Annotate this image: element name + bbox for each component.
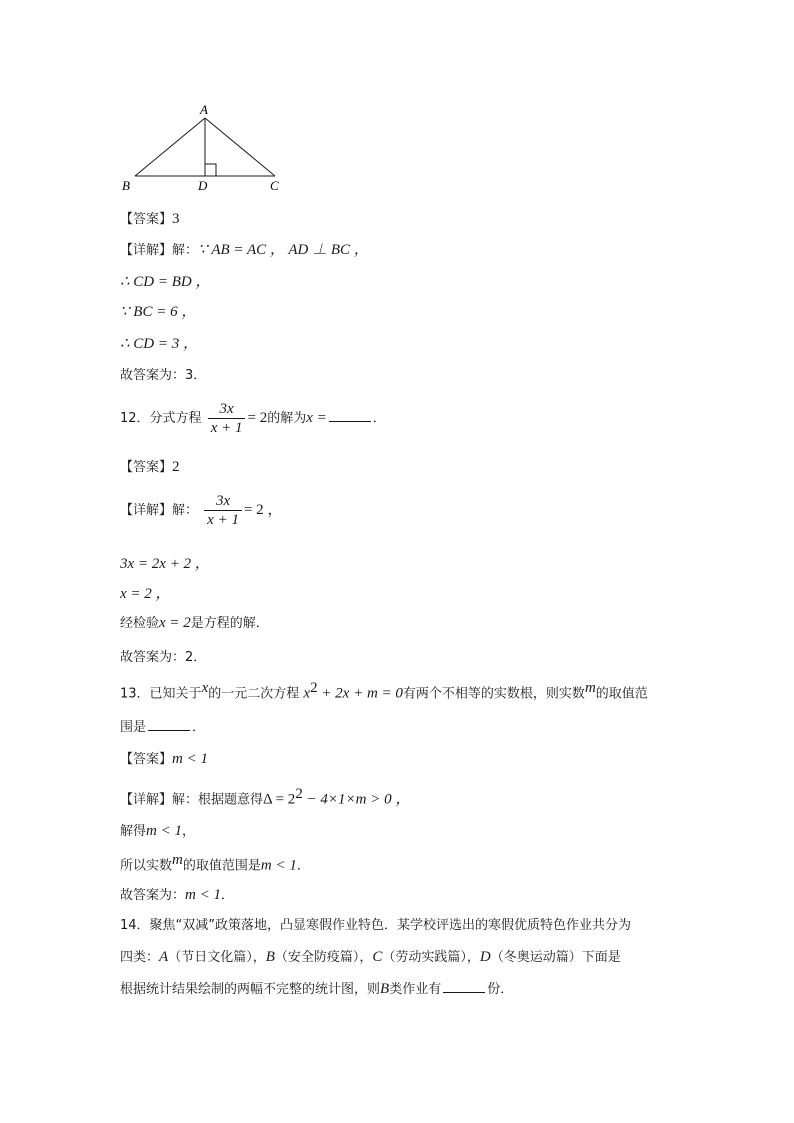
variable: m	[584, 680, 596, 696]
answer-value: 3	[172, 211, 180, 227]
step-math: m < 1	[260, 857, 297, 874]
step-math: m < 1	[146, 823, 182, 839]
answer-tag: 【答案】	[120, 752, 173, 767]
category-text: （安全防疫篇），	[274, 950, 373, 965]
q14-question-line-2	[120, 946, 621, 966]
answer-blank	[329, 409, 371, 422]
question-text: 的一元二次方程	[208, 686, 300, 702]
q11-step-3: ∴ CD = 3 ，	[120, 336, 199, 352]
q13-detail	[120, 786, 410, 808]
fraction-denominator: x + 1	[208, 418, 246, 437]
question-text: 围是	[120, 720, 147, 735]
q11-final: 故答案为：3．	[120, 368, 207, 383]
fraction-denominator: x + 1	[204, 510, 242, 529]
variable: m	[172, 852, 183, 868]
answer-tag: 【答案】	[120, 212, 173, 227]
delta-rest: − 4×1×m > 0 ，	[302, 791, 411, 808]
q12-answer	[120, 456, 180, 476]
category-text: （节日文化篇），	[168, 950, 266, 965]
exponent: 2	[295, 786, 303, 802]
vertex-label-c: C	[270, 178, 279, 193]
final-end: ．	[220, 888, 234, 903]
solve-label: 解：	[172, 243, 199, 258]
question-text: 根据统计结果绘制的两幅不完整的统计图，则	[120, 982, 381, 997]
detail-line: ∵ AB = AC ， AD ⊥ BC ，	[198, 242, 369, 258]
answer-value: m < 1	[172, 751, 208, 767]
q13-step-1	[120, 820, 195, 840]
step-end: ，	[181, 824, 195, 839]
category-label: B	[380, 981, 390, 997]
check-math: x = 2	[159, 615, 191, 631]
q14-question-line-1	[120, 914, 631, 933]
q12-check	[120, 612, 269, 632]
answer-blank	[443, 980, 485, 993]
period: ．	[192, 720, 206, 735]
fraction-numerator: 3x	[215, 493, 231, 509]
category-label: C	[372, 949, 383, 965]
check-text: 是方程的解．	[190, 616, 269, 631]
step-text: 解得	[120, 824, 147, 839]
vertex-label-a: A	[200, 102, 208, 117]
question-text: 聚焦“双减”政策落地，凸显寒假作业特色．某学校评选出的寒假优质特色作业共分为	[149, 918, 632, 933]
variable: x =	[306, 410, 327, 426]
exponent: 2	[310, 680, 318, 696]
detail-tag: 【详解】	[120, 503, 173, 518]
fraction-numerator: 3x	[219, 401, 234, 417]
q12-question	[120, 400, 386, 437]
q13-question-line-1	[120, 680, 648, 702]
question-text: 有两个不相等的实数根，则实数	[402, 686, 585, 702]
q13-question-line-2	[120, 716, 205, 735]
q12-step-2: x = 2 ，	[120, 586, 171, 602]
answer-value: 2	[172, 459, 180, 475]
equation-rhs: = 2 ，	[243, 502, 283, 518]
category-label: A	[159, 949, 169, 965]
q11-detail	[120, 238, 369, 259]
period: ．	[372, 411, 386, 426]
delta-expr: Δ = 2	[263, 791, 296, 808]
step-text: 的取值范围是	[182, 858, 261, 874]
q11-answer	[120, 208, 180, 228]
detail-text: 解：根据题意得	[172, 792, 264, 808]
step-end: ．	[296, 858, 310, 874]
category-label: D	[479, 949, 491, 965]
detail-tag: 【详解】	[120, 243, 173, 258]
question-text: 份．	[487, 982, 514, 997]
question-text: 已知关于	[149, 686, 202, 702]
question-number: 13．	[120, 686, 150, 702]
question-text: 的解为	[267, 411, 307, 426]
answer-tag: 【答案】	[120, 460, 173, 475]
equation-rest: + 2x + m = 0	[317, 685, 403, 702]
equation-rhs: = 2	[247, 410, 268, 426]
question-number: 12．	[120, 411, 150, 426]
vertex-label-b: B	[122, 178, 130, 193]
q14-question-line-3	[120, 978, 513, 998]
category-label: B	[265, 949, 275, 965]
solve-label: 解：	[172, 503, 199, 518]
vertex-label-d: D	[198, 178, 208, 193]
category-text: （劳动实践篇），	[382, 950, 480, 965]
q13-answer	[120, 748, 208, 768]
equation-var: x	[303, 685, 311, 702]
category-text: （冬奥运动篇）下面是	[490, 950, 621, 965]
question-text: 类作业有	[389, 982, 442, 997]
q11-step-2: ∵ BC = 6 ，	[120, 304, 197, 320]
fraction	[208, 400, 246, 437]
fraction	[204, 492, 242, 529]
check-text: 经检验	[120, 616, 160, 631]
question-text: 的取值范	[595, 686, 648, 702]
detail-tag: 【详解】	[120, 792, 173, 808]
triangle-figure	[110, 100, 300, 200]
answer-blank	[148, 718, 190, 731]
q13-step-2	[120, 852, 310, 874]
variable: x	[201, 680, 209, 696]
q11-step-1: ∴ CD = BD ，	[120, 274, 211, 290]
question-text: 分式方程	[149, 411, 202, 426]
q13-final	[120, 884, 234, 904]
final-math: m < 1	[185, 887, 221, 903]
final-text: 故答案为：	[120, 888, 186, 903]
q12-final: 故答案为：2．	[120, 650, 207, 665]
q12-step-1: 3x = 2x + 2 ，	[120, 556, 210, 572]
question-number: 14．	[120, 918, 150, 933]
q12-detail	[120, 492, 282, 529]
step-text: 所以实数	[120, 858, 173, 874]
question-text: 四类：	[120, 950, 160, 965]
